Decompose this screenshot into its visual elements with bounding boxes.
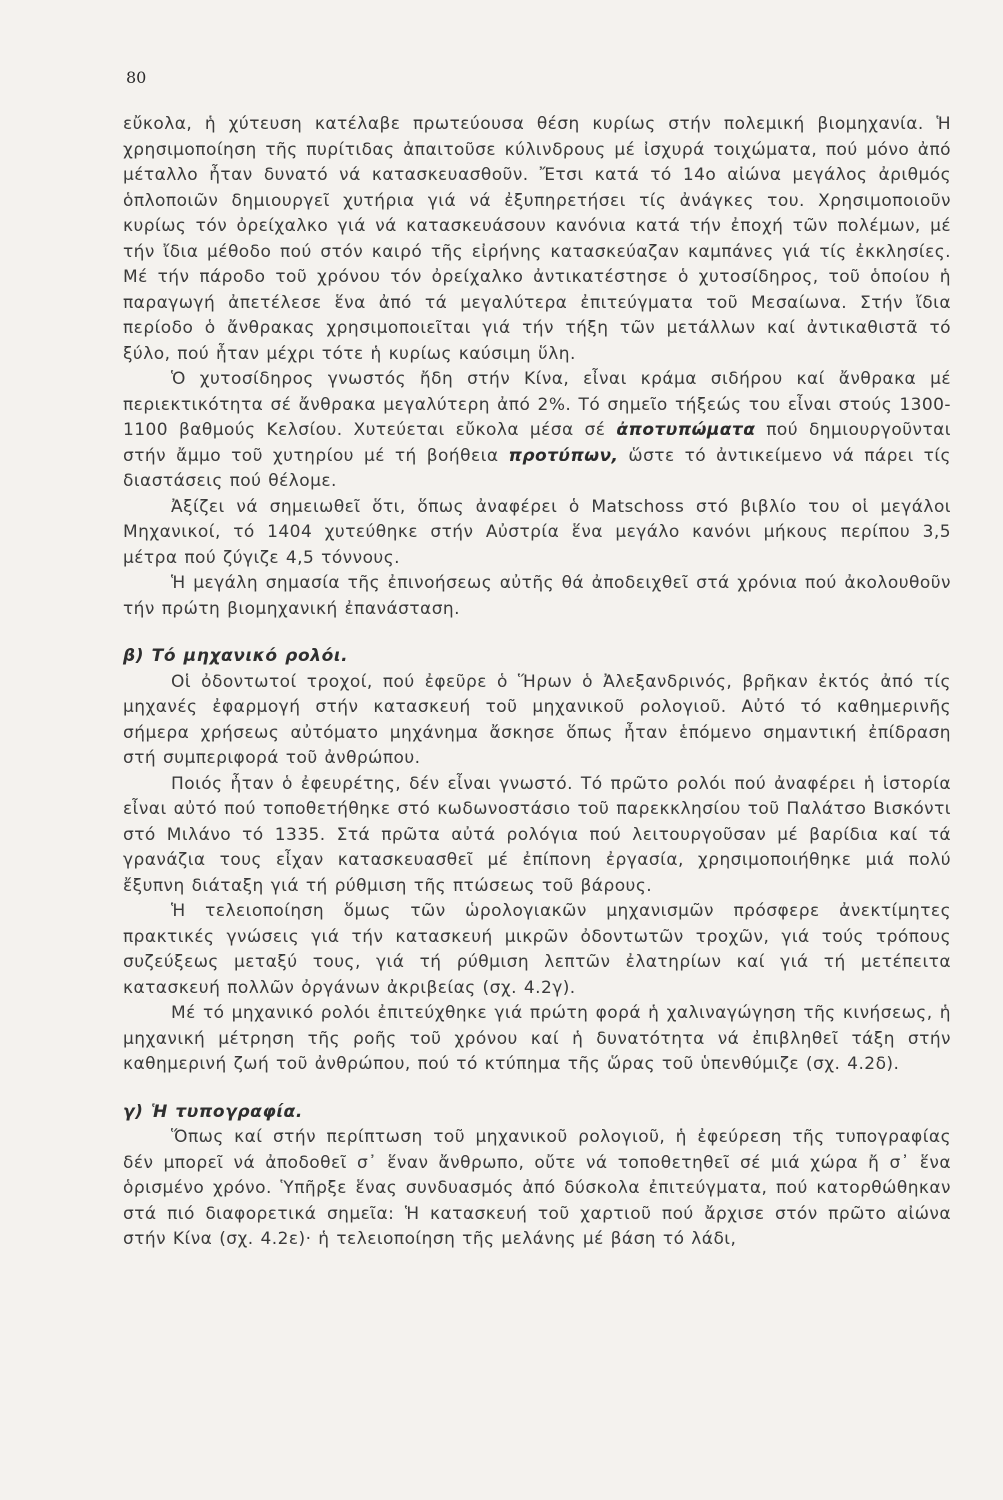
cast-iron-text-1: Ὁ χυτοσίδηρος γνωστός ἤδη στήν Κίνα, εἶναι κράμα σιδήρου καί ἄνθρακα μέ περιεκτικότητα σέ ἄνθρακα μεγαλύτερη ἀπό 2%. Τό σημεῖο τήξεώς του εἶναι στούς 1300-1100 βαθμούς Κελσίου. Χυτεύεται εὔκολα μέσα σέ [123, 369, 951, 440]
paragraph-clock-improvement: Ἡ τελειοποίηση ὅμως τῶν ὡρολογιακῶν μηχανισμῶν πρόσφερε ἀνεκτίμητες πρακτικές γνώσεις γιά τήν κατασκευή μικρῶν ὀδοντωτῶν τροχῶν, γιά τούς τρόπους συζεύξεως μεταξύ τους, γιά τή ρύθμιση λεπτῶν ἐλατηρίων καί γιά τή μετέπειτα κατασκευή πολλῶν ὀργάνων ἀκριβείας (σχ. 4.2γ). [123, 901, 951, 998]
term-patterns: προτύπων, [508, 445, 619, 466]
paragraph-clock-history: Ποιός ἦταν ὁ ἐφευρέτης, δέν εἶναι γνωστό. Τό πρῶτο ρολόι πού ἀναφέρει ἡ ἱστορία εἶναι αὐτό πού τοποθετήθηκε στό κωδωνοστάσιο τοῦ παρεκκλησίου τοῦ Παλάτσο Βισκόντι στό Μιλάνο τό 1335. Στά πρῶτα αὐτά ρολόγια πού λειτουργοῦσαν μέ βαρίδια καί τά γρανάζια τους εἶχαν κατασκευασθεῖ μέ ἐπίπονη ἐργασία, χρησιμοποιήθηκε μιά πολύ ἔξυπνη διάταξη γιά τή ρύθμιση τῆς πτώσεως τοῦ βάρους. [123, 773, 951, 896]
paragraph-casting-intro: εὔκολα, ἡ χύτευση κατέλαβε πρωτεύουσα θέση κυρίως στήν πολεμική βιομηχανία. Ἡ χρησιμοποίηση τῆς πυρίτιδας ἀπαιτοῦσε κύλινδρους μέ ἰσχυρά τοιχώματα, πού μόνο ἀπό μέταλλο ἦταν δυνατό νά κατασκευασθοῦν. Ἔτσι κατά τό 14ο αἰώνα μεγάλος ἀριθμός ὁπλοποιῶν δημιουργεῖ χυτήρια γιά νά ἐξυπηρετήσει τίς ἀνάγκες του. Χρησιμοποιοῦν κυρίως τόν ὀρείχαλκο γιά νά κατασκευάσουν κανόνια κατά τήν ἐποχή τῶν πολέμων, μέ τήν ἴδια μέθοδο πού στόν καιρό τῆς εἰρήνης κατασκεύαζαν καμπάνες γιά τίς ἐκκλησίες. Μέ τήν πάροδο τοῦ χρόνου τόν ὀρείχαλκο ἀντικατέστησε ὁ χυτοσίδηρος, τοῦ ὁποίου ἡ παραγωγή ἀπετέλεσε ἕνα ἀπό τά μεγαλύτερα ἐπιτεύγματα τοῦ Μεσαίωνα. Στήν ἴδια περίοδο ὁ ἄνθρακας χρησιμοποιεῖται γιά τήν τήξη τῶν μετάλλων καί ἀντικαθιστᾶ τό ξύλο, πού ἦταν μέχρι τότε ἡ κυρίως καύσιμη ὕλη. [123, 114, 951, 364]
paragraph-cast-iron [123, 367, 951, 495]
paragraph-matschoss: Ἀξίζει νά σημειωθεῖ ὅτι, ὅπως ἀναφέρει ὁ Matschoss στό βιβλίο του οἱ μεγάλοι Μηχανικοί, τό 1404 χυτεύθηκε στήν Αὐστρία ἕνα μεγάλο κανόνι μήκους περίπου 3,5 μέτρα πού ζύγιζε 4,5 τόννους. [123, 496, 951, 568]
paragraph-clock-intro: Οἱ ὀδοντωτοί τροχοί, πού ἐφεῦρε ὁ Ἥρων ὁ Ἀλεξανδρινός, βρῆκαν ἐκτός ἀπό τίς μηχανές ἐφαρμογή στήν κατασκευή τοῦ μηχανικοῦ ρολογιοῦ. Αὐτό τό καθημερινῆς σήμερα χρήσεως αὐτόματο μηχάνημα ἄσκησε ὅπως ἦταν ἑπόμενο σημαντική ἐπίδραση στή συμπεριφορά τοῦ ἀνθρώπου. [123, 671, 951, 768]
section-heading-mechanical-clock: β) Τό μηχανικό ρολόι. [123, 646, 349, 666]
paragraph-clock-impact: Μέ τό μηχανικό ρολόι ἐπιτεύχθηκε γιά πρώτη φορά ἡ χαλιναγώγηση τῆς κινήσεως, ἡ μηχανική μέτρηση τῆς ροῆς τοῦ χρόνου καί ἡ δυνατότητα νά ἐπιβληθεῖ τάξη στήν καθημερινή ζωή τοῦ ἀνθρώπου, πού τό κτύπημα τῆς ὥρας τοῦ ὑπενθύμιζε (σχ. 4.2δ). [123, 1003, 951, 1074]
term-impressions: ἀποτυπώματα [616, 420, 756, 440]
paragraph-significance: Ἡ μεγάλη σημασία τῆς ἐπινοήσεως αὐτῆς θά ἀποδειχθεῖ στά χρόνια πού ἀκολουθοῦν τήν πρώτη βιομηχανική ἐπανάσταση. [123, 573, 951, 619]
body-text [123, 112, 951, 1253]
cast-iron-text-2: πού δημιουργοῦνται στήν ἄμμο τοῦ χυτηρίου μέ τή βοήθεια [123, 420, 951, 466]
cast-iron-text-3: ὥστε τό ἀντικείμενο νά πάρει τίς διαστάσεις πού θέλομε. [123, 445, 951, 491]
section-heading-printing: γ) Ἡ τυπογραφία. [123, 1101, 303, 1122]
page-number: 80 [126, 68, 147, 87]
paragraph-printing-intro: Ὅπως καί στήν περίπτωση τοῦ μηχανικοῦ ρολογιοῦ, ἡ ἐφεύρεση τῆς τυπογραφίας δέν μπορεῖ νά ἀποδοθεῖ σ᾽ ἕναν ἄνθρωπο, οὔτε νά τοποθετηθεῖ σέ μιά χώρα ἤ σ᾽ ἕνα ὁρισμένο χρόνο. Ὑπῆρξε ἕνας συνδυασμός ἀπό δύσκολα ἐπιτεύγματα, πού κατορθώθηκαν στά πιό διαφορετικά σημεῖα: Ἡ κατασκευή τοῦ χαρτιοῦ πού ἄρχισε στόν πρῶτο αἰώνα στήν Κίνα (σχ. 4.2ε)· ἡ τελειοποίηση τῆς μελάνης μέ βάση τό λάδι, [123, 1127, 951, 1249]
